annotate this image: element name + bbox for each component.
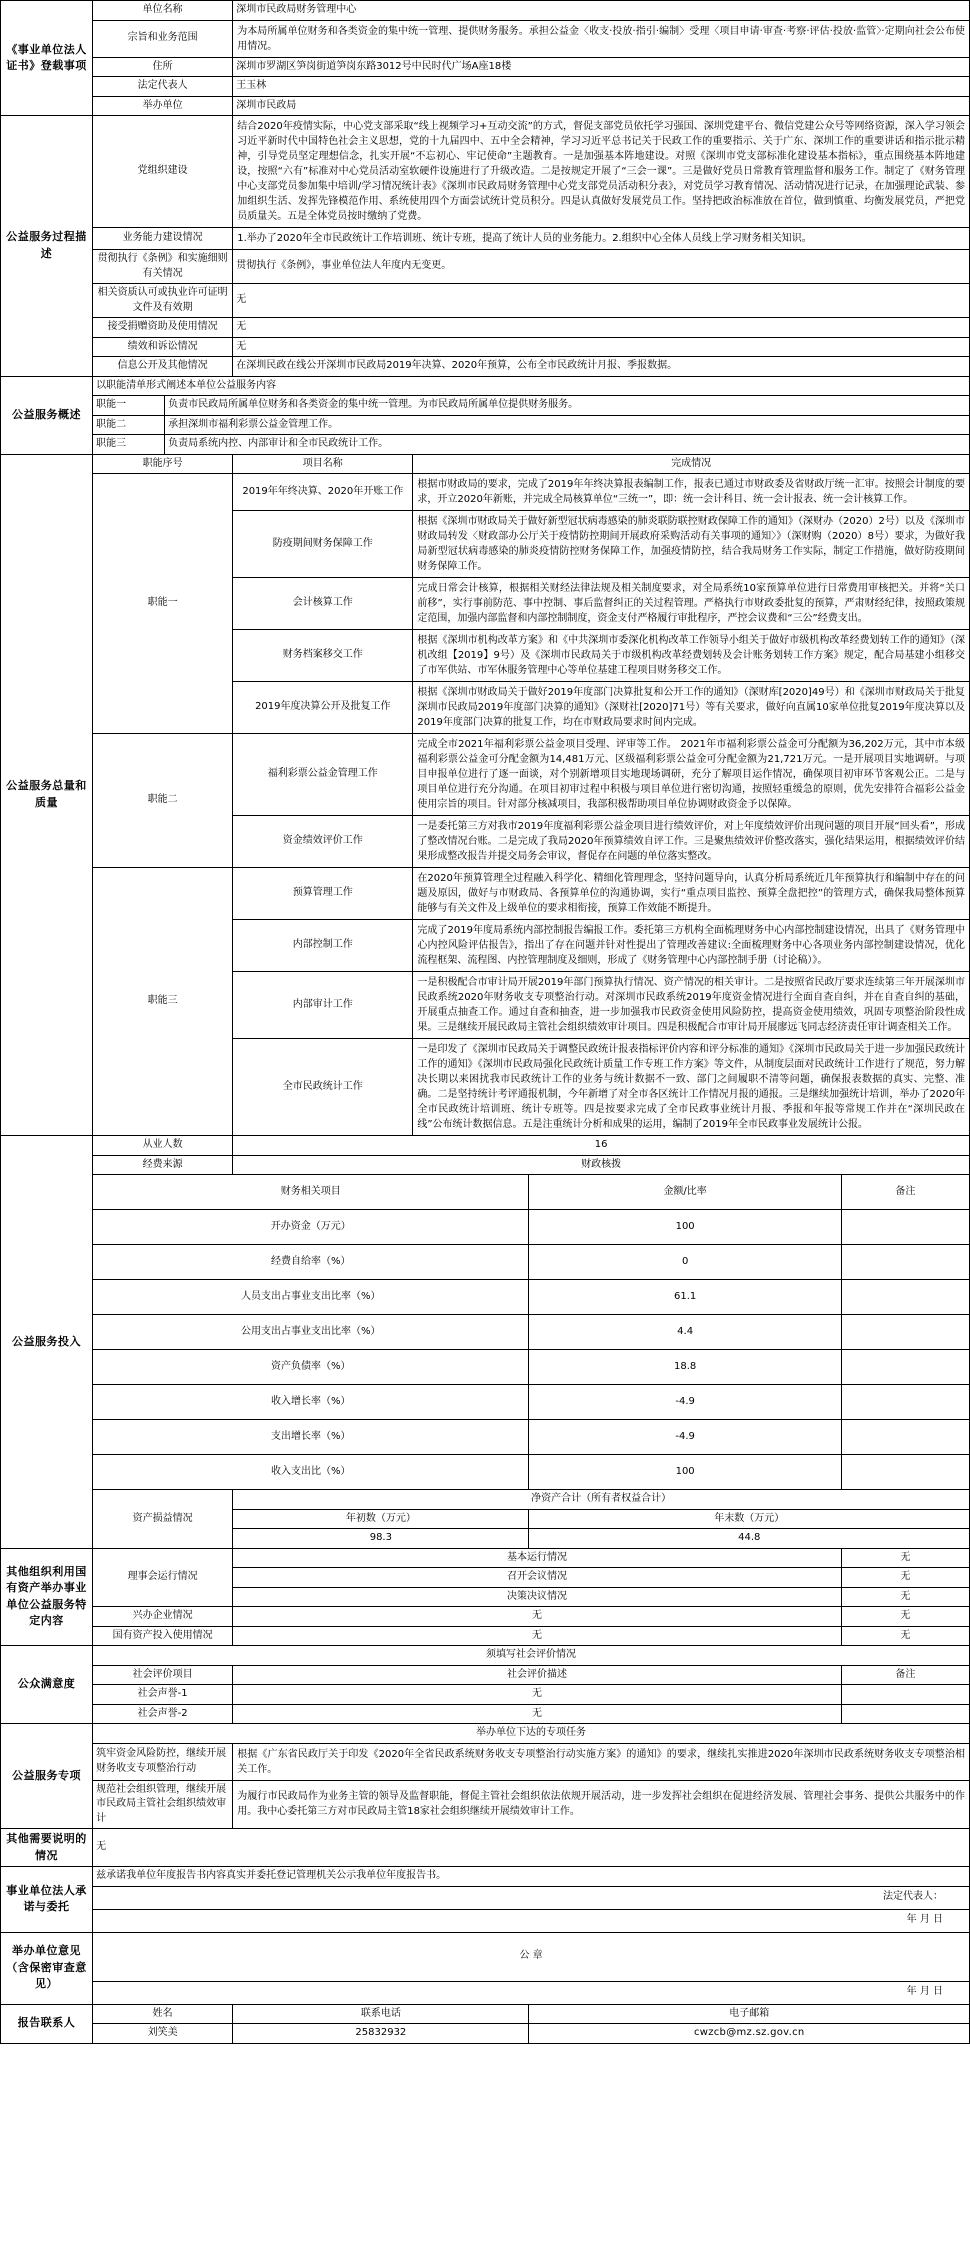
special-task: 规范社会组织管理，继续开展市民政局主管社会组织绩效审计 bbox=[93, 1780, 233, 1829]
table-row bbox=[1, 1280, 970, 1315]
asset-title: 净资产合计（所有者权益合计） bbox=[233, 1490, 970, 1510]
summary-detail: 根据《深圳市机构改革方案》和《中共深圳市委深化机构改革工作领导小组关于做好市级机构改革经费划转工作的通知》（深机改组【2019】9号）及《深圳市民政局关于市级机构改革经费划转及会计账务划转工作方案》规定，配合局基建小组移交了市军供站、市军休服务管理中心等单位基建工程项目财务移交工作。 bbox=[413, 630, 970, 682]
fin-item: 开办资金（万元） bbox=[93, 1210, 529, 1245]
section-label-special: 公益服务专项 bbox=[1, 1724, 93, 1829]
commit-date-line: 年 月 日 bbox=[93, 1909, 970, 1932]
summary-project: 内部控制工作 bbox=[233, 920, 413, 972]
overview-value-1: 承担深圳市福利彩票公益金管理工作。 bbox=[165, 415, 970, 435]
overview-value-2: 负责局系统内控、内部审计和全市民政统计工作。 bbox=[165, 435, 970, 455]
other-note-value: 无 bbox=[93, 1829, 970, 1867]
fin-note bbox=[841, 1420, 969, 1455]
fin-value: 4.4 bbox=[529, 1315, 841, 1350]
table-row bbox=[1, 1867, 970, 1887]
fin-value: 100 bbox=[529, 1455, 841, 1490]
process-value-3: 无 bbox=[233, 284, 970, 318]
summary-header-0: 职能序号 bbox=[93, 454, 233, 474]
cert-value-3: 王玉林 bbox=[233, 77, 970, 97]
fin-item: 支出增长率（%） bbox=[93, 1420, 529, 1455]
overview-label-1: 职能二 bbox=[93, 415, 165, 435]
funding-source-label: 经费来源 bbox=[93, 1155, 233, 1175]
process-label-5: 绩效和诉讼情况 bbox=[93, 337, 233, 357]
asset-begin-value: 98.3 bbox=[233, 1529, 529, 1549]
table-row bbox=[1, 1886, 970, 1909]
table-row bbox=[1, 1932, 970, 1981]
contact-email-value: cwzcb@mz.sz.gov.cn bbox=[529, 2024, 970, 2044]
fin-item: 人员支出占事业支出比率（%） bbox=[93, 1280, 529, 1315]
summary-detail: 根据《深圳市财政局关于做好新型冠状病毒感染的肺炎联防联控财政保障工作的通知》（深财办（2020）2号）以及《深圳市财政局转发〈财政部办公厅关于疫情防控期间开展政府采购活动有关事项的通知〉》（深财购（2020）8号）要求，为做好我局新型冠状病毒感染的肺炎疫情防控财务保障工作，加强疫情防控，结合我局财务工作实际，制定工作措施，做好防疫期间财务保障工作。 bbox=[413, 511, 970, 578]
table-row bbox=[1, 96, 970, 116]
summary-project: 内部审计工作 bbox=[233, 972, 413, 1039]
fin-value: -4.9 bbox=[529, 1385, 841, 1420]
table-row bbox=[1, 337, 970, 357]
table-row bbox=[1, 1548, 970, 1568]
cert-value-4: 深圳市民政局 bbox=[233, 96, 970, 116]
state-asset-note: 无 bbox=[841, 1626, 969, 1646]
summary-group-2: 职能三 bbox=[93, 868, 233, 1136]
summary-detail: 一是印发了《深圳市民政局关于调整民政统计报表指标评价内容和评分标准的通知》《深圳市民政局关于进一步加强民政统计工作的通知》《深圳市民政局强化民政统计质量工作专班工作方案》等文件，从制度层面对民政统计工作进行了规范，努力解决长期以来困扰我市民政统计工作的业务与统计数据不一致、部门之间履职不清等问题，确保报表数据的真实、完整、准确。二是坚持统计考评通报机制，今年新增了对全市各区统计工作情况月报的通报。三是继续加强统计培训，举办了2020年全市民政统计培训班、统计专班等。四是按要求完成了全市民政事业统计月报、季报和年报等常规工作并在“深圳民政在线”公布统计数据信息。五是注重统计分析和成果的运用，编制了2019年全市民政事业发展统计公报。 bbox=[413, 1039, 970, 1136]
special-detail: 根据《广东省民政厅关于印发《2020年全省民政系统财务收支专项整治行动实施方案》的通知》的要求，继续扎实推进2020年深圳市民政系统财务收支专项整治相关工作。 bbox=[233, 1743, 970, 1780]
special-detail: 为履行市民政局作为业务主管的领导及监督职能，督促主管社会组织依法依规开展活动，进一步发挥社会组织在促进经济发展、管理社会事务、提供公共服务中的作用。我中心委托第三方对市民政局主管18家社会组织继续开展绩效审计工作。 bbox=[233, 1780, 970, 1829]
fin-value: 100 bbox=[529, 1210, 841, 1245]
table-row bbox=[1, 228, 970, 250]
table-row bbox=[1, 868, 970, 920]
funding-source-value: 财政核拨 bbox=[233, 1155, 970, 1175]
process-value-4: 无 bbox=[233, 318, 970, 338]
process-value-1: 1.举办了2020年全市民政统计工作培训班、统计专班，提高了统计人员的业务能力。2.组织中心全体人员线上学习财务相关知识。 bbox=[233, 228, 970, 250]
table-row bbox=[1, 1665, 970, 1685]
table-row bbox=[1, 284, 970, 318]
section-label-summary: 公益服务总量和质量 bbox=[1, 454, 93, 1136]
asset-label: 资产损益情况 bbox=[93, 1490, 233, 1549]
table-row bbox=[1, 116, 970, 228]
summary-project: 会计核算工作 bbox=[233, 578, 413, 630]
overview-label-0: 职能一 bbox=[93, 396, 165, 416]
satisfaction-item: 社会声誉-1 bbox=[93, 1685, 233, 1705]
satisfaction-item: 社会声誉-2 bbox=[93, 1704, 233, 1724]
table-row bbox=[1, 734, 970, 816]
summary-project: 预算管理工作 bbox=[233, 868, 413, 920]
fin-note bbox=[841, 1455, 969, 1490]
table-row bbox=[1, 2004, 970, 2024]
summary-detail: 完成日常会计核算，根据相关财经法律法规及相关制度要求，对全局系统10家预算单位进行日常费用审核把关。并将“关口前移”，实行事前防范、事中控制、事后监督纠正的关过程管理。严格执行市财政委批复的预算，严肃财经纪律，按照政策规定范围，加强内部监督和内部控制制度，资金支付严格履行审批程序，严控会议费和“三公”经费支出。 bbox=[413, 578, 970, 630]
fin-item: 资产负债率（%） bbox=[93, 1350, 529, 1385]
commit-text: 兹承诺我单位年度报告书内容真实并委托登记管理机关公示我单位年度报告书。 bbox=[93, 1867, 970, 1887]
summary-project: 资金绩效评价工作 bbox=[233, 816, 413, 868]
summary-header-2: 完成情况 bbox=[413, 454, 970, 474]
cert-value-1: 为本局所属单位财务和各类资金的集中统一管理、提供财务服务。承担公益金〈收支‧投放‧指引‧编制〉受理〈项目申请‧审查‧考察‧评估‧投放‧监管〉‧定期向社会公布使用情况。 bbox=[233, 20, 970, 57]
enterprise-note: 无 bbox=[841, 1607, 969, 1627]
satisfaction-col-1: 社会评价描述 bbox=[233, 1665, 842, 1685]
satisfaction-col-2: 备注 bbox=[841, 1665, 969, 1685]
process-label-4: 接受捐赠资助及使用情况 bbox=[93, 318, 233, 338]
council-value: 无 bbox=[841, 1587, 969, 1607]
table-row bbox=[1, 57, 970, 77]
fin-item: 收入增长率（%） bbox=[93, 1385, 529, 1420]
contact-col-phone: 联系电话 bbox=[233, 2004, 529, 2024]
asset-end-value: 44.8 bbox=[529, 1529, 970, 1549]
summary-project: 福利彩票公益金管理工作 bbox=[233, 734, 413, 816]
contact-name-value: 刘笑美 bbox=[93, 2024, 233, 2044]
section-label-other-note: 其他需要说明的情况 bbox=[1, 1829, 93, 1867]
table-row bbox=[1, 1245, 970, 1280]
staff-count-label: 从业人数 bbox=[93, 1136, 233, 1156]
section-label-process: 公益服务过程描述 bbox=[1, 116, 93, 377]
summary-detail: 根据市财政局的要求，完成了2019年年终决算报表编制工作，报表已通过市财政委及省财政厅统一汇审。按照会计制度的要求，开立2020年新账，并完成全局核算单位“三统一”，即：统一会计科目、统一会计报表、统一会计核算工作。 bbox=[413, 474, 970, 511]
table-row bbox=[1, 1210, 970, 1245]
asset-begin-label: 年初数（万元） bbox=[233, 1509, 529, 1529]
process-label-6: 信息公开及其他情况 bbox=[93, 357, 233, 377]
table-row bbox=[1, 1743, 970, 1780]
summary-project: 2019年度决算公开及批复工作 bbox=[233, 682, 413, 734]
council-value: 无 bbox=[841, 1568, 969, 1588]
section-label-sponsor: 举办单位意见（含保密审查意见） bbox=[1, 1932, 93, 2004]
special-task: 筑牢资金风险防控，继续开展财务收支专项整治行动 bbox=[93, 1743, 233, 1780]
table-row bbox=[1, 1175, 970, 1210]
section-label-other-org: 其他组织利用国有资产举办事业单位公益服务特定内容 bbox=[1, 1548, 93, 1646]
contact-col-email: 电子邮箱 bbox=[529, 2004, 970, 2024]
table-row bbox=[1, 1607, 970, 1627]
table-row bbox=[1, 1, 970, 21]
state-asset-value: 无 bbox=[233, 1626, 842, 1646]
section-label-satisfaction: 公众满意度 bbox=[1, 1646, 93, 1724]
council-item: 决策决议情况 bbox=[233, 1587, 842, 1607]
table-row bbox=[1, 1490, 970, 1510]
fin-header-note: 备注 bbox=[841, 1175, 969, 1210]
process-value-6: 在深圳民政在线公开深圳市民政局2019年决算、2020年预算，公布全市民政统计月报、季报数据。 bbox=[233, 357, 970, 377]
enterprise-label: 兴办企业情况 bbox=[93, 1607, 233, 1627]
summary-detail: 完成了2019年度局系统内部控制报告编报工作。委托第三方机构全面梳理财务中心内部控制建设情况，出具了《财务管理中心内控风险评估报告》，指出了存在问题并针对性提出了管理改善建议:全面梳理财务中心各项业务内部控制建设情况，优化流程框架、流程图、内控管理制度及细则，形成了《财务管理中心内部控制手册（讨论稿）》。 bbox=[413, 920, 970, 972]
process-value-2: 贯彻执行《条例》，事业单位法人年度内无变更。 bbox=[233, 250, 970, 284]
summary-detail: 在2020年预算管理全过程融入科学化、精细化管理理念，坚持问题导向，认真分析局系统近几年预算执行和编制中存在的问题及原因，做好与市财政局、各预算单位的沟通协调，实行“重点项目监控、预算全盘把控”的管理方式，确保我局整体预算能够与有关文件及上级单位的要求相衔接，预算工作效能不断提升。 bbox=[413, 868, 970, 920]
table-row bbox=[1, 435, 970, 455]
table-row bbox=[1, 357, 970, 377]
fin-item: 公用支出占事业支出比率（%） bbox=[93, 1315, 529, 1350]
fin-header-value: 金额/比率 bbox=[529, 1175, 841, 1210]
satisfaction-col-0: 社会评价项目 bbox=[93, 1665, 233, 1685]
overview-header: 以职能清单形式阐述本单位公益服务内容 bbox=[93, 376, 970, 396]
process-label-0: 党组织建设 bbox=[93, 116, 233, 228]
council-item: 召开会议情况 bbox=[233, 1568, 842, 1588]
contact-col-name: 姓名 bbox=[93, 2004, 233, 2024]
table-row bbox=[1, 1909, 970, 1932]
table-row bbox=[1, 1455, 970, 1490]
cert-value-2: 深圳市罗湖区笋岗街道笋岗东路3012号中民时代广场A座18楼 bbox=[233, 57, 970, 77]
fin-value: 18.8 bbox=[529, 1350, 841, 1385]
satisfaction-note bbox=[841, 1685, 969, 1705]
fin-value: 0 bbox=[529, 1245, 841, 1280]
table-row bbox=[1, 396, 970, 416]
enterprise-value: 无 bbox=[233, 1607, 842, 1627]
table-row bbox=[1, 77, 970, 97]
process-label-3: 相关资质认可或执业许可证明文件及有效期 bbox=[93, 284, 233, 318]
summary-detail: 根据《深圳市财政局关于做好2019年度部门决算批复和公开工作的通知》（深财库[2020]49号）和《深圳市财政局关于批复深圳市民政局2019年度部门决算的通知》（深财社[2020]71号）等有关要求，做好向直属10家单位批复2019年度决算以及2019年度部门决算的批复工作，均在市财政局要求时间内完成。 bbox=[413, 682, 970, 734]
summary-detail: 完成全市2021年福利彩票公益金项目受理、评审等工作。 2021年市福利彩票公益金可分配额为36,202万元，其中市本级福利彩票公益金可分配金额为14,481万元、区级福利彩票公益金可分配金额为21,721万元。一是开展项目实地调研。与项目申报单位进行了逐一面谈，对个别新增项目实地现场调研，充分了解项目运作情况，确保项目初审环节客观公正。二是与项目单位进行充分沟通。在项目初审过程中积极与项目单位进行密切沟通，按照轻重缓急的原则，优先安排符合福彩公益金使用宗旨的项目。针对部分核减项目，我部积极帮助项目单位协调财政资金予以保障。 bbox=[413, 734, 970, 816]
commit-signature-line: 法定代表人： bbox=[93, 1886, 970, 1909]
cert-value-0: 深圳市民政局财务管理中心 bbox=[233, 1, 970, 21]
table-row bbox=[1, 1136, 970, 1156]
table-row bbox=[1, 1155, 970, 1175]
table-row bbox=[1, 1685, 970, 1705]
state-asset-label: 国有资产投入使用情况 bbox=[93, 1626, 233, 1646]
process-value-0: 结合2020年疫情实际，中心党支部采取“线上视频学习+互动交流”的方式，督促支部党员依托学习强国、深圳党建平台、微信党建公众号等网络资源，深入学习领会习近平新时代中国特色社会主义思想，党的十九届四中、五中全会精神，学习习近平总书记关于民政工作的重要指示、关于广东、深圳工作的重要讲话和指示批示精神，引导党员坚定理想信念，扎实开展“不忘初心、牢记使命”主题教育。一是加强基本阵地建设。对照《深圳市党支部标准化建设基本指标》，重点围绕基本阵地建设，按照“六有”标准对中心党员活动室软硬件设施进行了升级改造。二是按规定开展了“三会一课”。三是做好党员日常教育管理监督和服务工作。制定了《财务管理中心支部党员参加集中培训/学习情况统计表》《深圳市民政局财务管理中心党支部党员活动积分表》，对党员学习教育情况、活动情况进行记录，在加强理论武装、参加组织生活、发挥先锋模范作用、系统使用四个方面尝试统计党员积分。四是认真做好发展党员工作。坚持把政治标准放在首位，做到慎重、均衡发展党员，严把党员质量关。五是全体党员按时缴纳了党费。 bbox=[233, 116, 970, 228]
satisfaction-desc: 无 bbox=[233, 1685, 842, 1705]
council-item: 基本运行情况 bbox=[233, 1548, 842, 1568]
summary-header-1: 项目名称 bbox=[233, 454, 413, 474]
cert-label-4: 举办单位 bbox=[93, 96, 233, 116]
table-row bbox=[1, 1646, 970, 1666]
summary-project: 全市民政统计工作 bbox=[233, 1039, 413, 1136]
sponsor-date-line: 年 月 日 bbox=[93, 1981, 970, 2004]
table-row bbox=[1, 376, 970, 396]
summary-group-1: 职能二 bbox=[93, 734, 233, 868]
table-row bbox=[1, 1350, 970, 1385]
table-row bbox=[1, 454, 970, 474]
cert-label-2: 住所 bbox=[93, 57, 233, 77]
section-label-cert: 《事业单位法人证书》登载事项 bbox=[1, 1, 93, 116]
staff-count-value: 16 bbox=[233, 1136, 970, 1156]
summary-project: 2019年年终决算、2020年开账工作 bbox=[233, 474, 413, 511]
cert-label-0: 单位名称 bbox=[93, 1, 233, 21]
fin-header-item: 财务相关项目 bbox=[93, 1175, 529, 1210]
section-label-contact: 报告联系人 bbox=[1, 2004, 93, 2043]
table-row bbox=[1, 1724, 970, 1744]
section-label-commit: 事业单位法人承诺与委托 bbox=[1, 1867, 93, 1933]
section-label-input: 公益服务投入 bbox=[1, 1136, 93, 1549]
cert-label-1: 宗旨和业务范围 bbox=[93, 20, 233, 57]
satisfaction-header: 须填写社会评价情况 bbox=[93, 1646, 970, 1666]
table-row bbox=[1, 1780, 970, 1829]
summary-group-0: 职能一 bbox=[93, 474, 233, 734]
contact-phone-value: 25832932 bbox=[233, 2024, 529, 2044]
asset-end-label: 年末数（万元） bbox=[529, 1509, 970, 1529]
fin-note bbox=[841, 1280, 969, 1315]
table-row bbox=[1, 2024, 970, 2044]
cert-label-3: 法定代表人 bbox=[93, 77, 233, 97]
summary-project: 防疫期间财务保障工作 bbox=[233, 511, 413, 578]
table-row bbox=[1, 1704, 970, 1724]
summary-detail: 一是积极配合市审计局开展2019年部门预算执行情况、资产情况的相关审计。二是按照省民政厅要求连续第三年开展深圳市民政系统2020年财务收支专项整治行动。对深圳市民政系统2019年度资金情况进行全面自查自纠，并在自查自纠的基础，开展重点抽查工作。通过自查和抽查，进一步加强我市民政资金使用风险防控，提高资金使用绩效，巩固专项整治阶段性成果。三是继续开展民政局主管社会组织绩效审计项目。四是积极配合市审计局开展廖远飞同志经济责任审计调查相关工作。 bbox=[413, 972, 970, 1039]
table-row bbox=[1, 474, 970, 511]
satisfaction-note bbox=[841, 1704, 969, 1724]
section-label-overview: 公益服务概述 bbox=[1, 376, 93, 454]
special-header: 举办单位下达的专项任务 bbox=[93, 1724, 970, 1744]
table-row bbox=[1, 250, 970, 284]
council-label: 理事会运行情况 bbox=[93, 1548, 233, 1607]
table-row bbox=[1, 1981, 970, 2004]
table-row bbox=[1, 1829, 970, 1867]
fin-item: 经费自给率（%） bbox=[93, 1245, 529, 1280]
process-value-5: 无 bbox=[233, 337, 970, 357]
table-row bbox=[1, 318, 970, 338]
fin-note bbox=[841, 1210, 969, 1245]
table-row bbox=[1, 415, 970, 435]
summary-detail: 一是委托第三方对我市2019年度福利彩票公益金项目进行绩效评价，对上年度绩效评价出现问题的项目开展“回头看”，形成了整改情况台账。二是完成了我局2020年预算绩效自评工作。三是聚焦绩效评价整改落实，强化结果运用，根据绩效评价结果形成整改报告并提交局务会审议，督促存在问题的单位落实整改。 bbox=[413, 816, 970, 868]
table-row bbox=[1, 1626, 970, 1646]
fin-note bbox=[841, 1385, 969, 1420]
fin-note bbox=[841, 1245, 969, 1280]
table-row bbox=[1, 1420, 970, 1455]
sponsor-seal-line: 公 章 bbox=[93, 1932, 970, 1981]
table-row bbox=[1, 1385, 970, 1420]
overview-label-2: 职能三 bbox=[93, 435, 165, 455]
fin-note bbox=[841, 1350, 969, 1385]
fin-note bbox=[841, 1315, 969, 1350]
council-value: 无 bbox=[841, 1548, 969, 1568]
fin-item: 收入支出比（%） bbox=[93, 1455, 529, 1490]
table-row bbox=[1, 1315, 970, 1350]
process-label-1: 业务能力建设情况 bbox=[93, 228, 233, 250]
process-label-2: 贯彻执行《条例》和实施细则有关情况 bbox=[93, 250, 233, 284]
summary-project: 财务档案移交工作 bbox=[233, 630, 413, 682]
overview-value-0: 负责市民政局所属单位财务和各类资金的集中统一管理。为市民政局所属单位提供财务服务。 bbox=[165, 396, 970, 416]
satisfaction-desc: 无 bbox=[233, 1704, 842, 1724]
fin-value: -4.9 bbox=[529, 1420, 841, 1455]
fin-value: 61.1 bbox=[529, 1280, 841, 1315]
table-row bbox=[1, 20, 970, 57]
